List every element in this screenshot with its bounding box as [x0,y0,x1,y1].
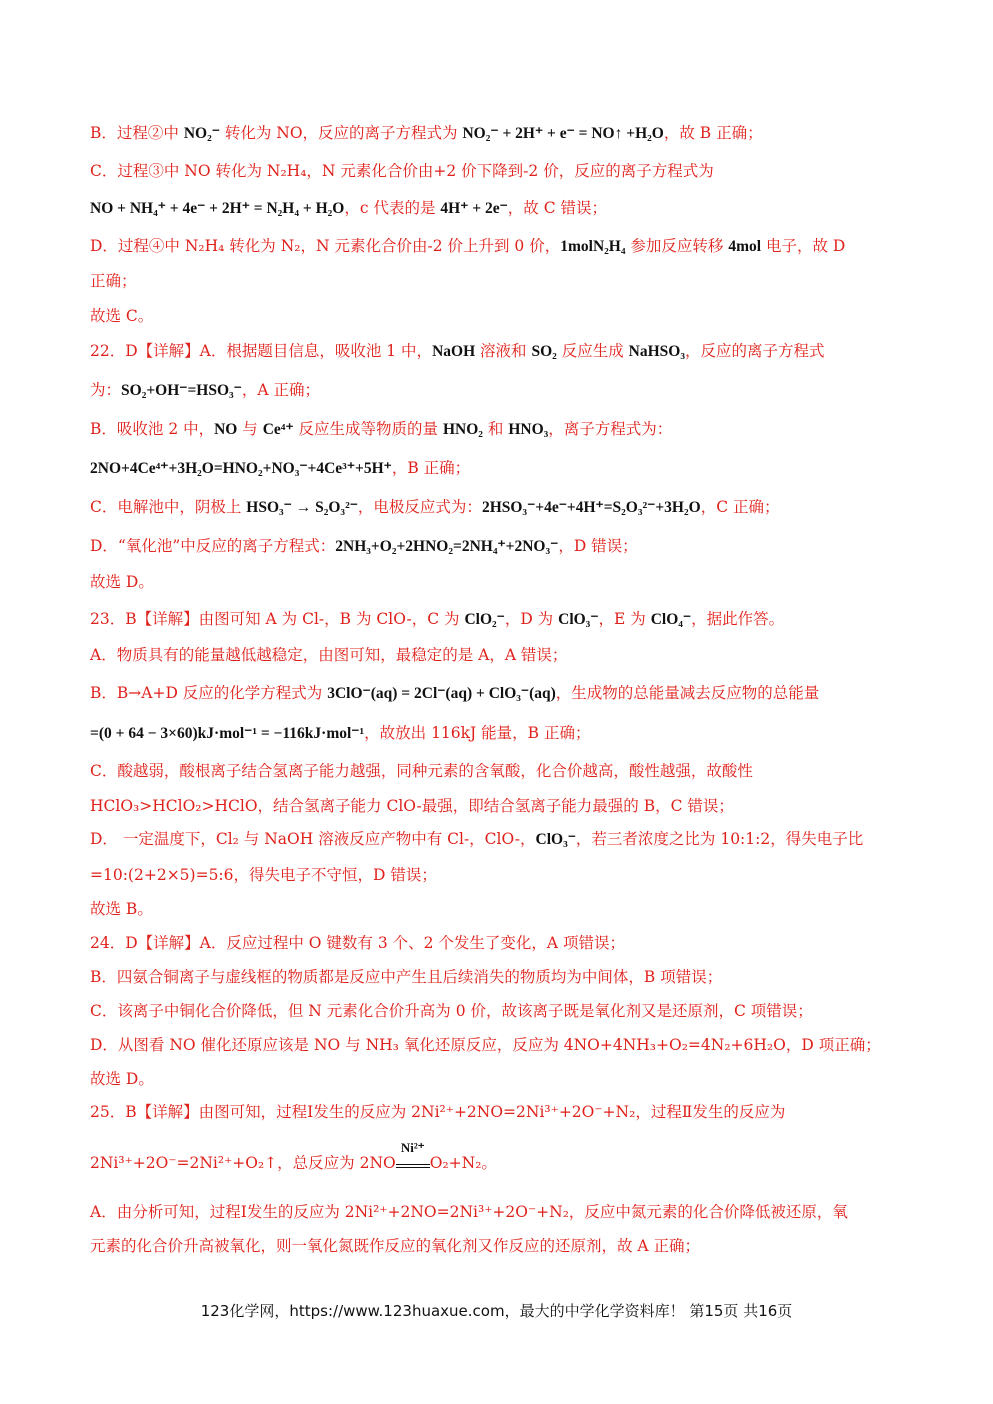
text-segment: C．过程③中 NO 转化为 N₂H₄，N 元素化合价由+2 价下降到-2 价，反应的离子方程式为 [90,162,714,180]
formula: HSO₃⁻ → S₂O₃²⁻ [246,499,358,516]
formula: ClO₄⁻ [650,611,692,628]
text-segment: 正确； [90,272,137,290]
text-line-l1 [90,123,905,144]
text-line-l2 [90,161,905,181]
text-line-l31 [90,1236,905,1256]
text-segment: D．“氧化池”中反应的离子方程式： [90,537,336,555]
text-segment: ，离子方程式为： [548,420,673,438]
text-segment: D．从图看 NO 催化还原应该是 NO 与 NH₃ 氧化还原反应，反应为 4NO+4NH₃+O₂=4N₂+6H₂O，D 项正确； [90,1036,881,1054]
text-segment: D． 一定温度下，Cl₂ 与 NaOH 溶液反应产物中有 Cl-，ClO-， [90,830,536,848]
text-segment: 电子，故 D [761,237,846,255]
formula: 4mol [728,238,762,255]
text-line-l3 [90,198,905,219]
text-segment: ，故 B 正确； [663,124,763,142]
formula: NO₂⁻ [183,125,220,142]
text-segment: 溶液和 [475,342,532,360]
text-segment: A．物质具有的能量越低越稳定，由图可知，最稳定的是 A，A 错误； [90,646,568,664]
text-line-l8 [90,380,905,401]
text-segment: C．酸越弱，酸根离子结合氢离子能力越强，同种元素的含氧酸，化合价越高，酸性越强，故酸性 [90,762,753,780]
text-line-l6 [90,306,905,326]
catalyst-label: Ni²⁺ [400,1140,425,1155]
text-segment: ，B 正确； [391,459,471,477]
formula: NaHSO₃ [628,343,685,360]
text-line-l14 [90,609,905,630]
text-line-l9 [90,419,905,440]
text-segment: ，c 代表的是 [344,199,441,217]
text-segment: 反应生成等物质的量 [293,420,443,438]
formula: 2NO+4Ce⁴⁺+3H₂O=HNO₂+NO₃⁻+4Ce³⁺+5H⁺ [90,460,392,477]
text-segment: 22．D【详解】A．根据题目信息，吸收池 1 中， [90,342,433,360]
formula: ClO₃⁻ [558,611,599,628]
text-segment: 故选 B。 [90,900,153,918]
text-line-l28 [90,1102,905,1122]
text-segment: ，D 错误； [558,537,638,555]
formula: NO [214,421,238,438]
text-line-l12 [90,536,905,557]
text-line-l20 [90,829,905,850]
formula: NO + NH₄⁺ + 4e⁻ + 2H⁺ = N₂H₄ + H₂O [90,200,345,217]
text-segment: 故选 D。 [90,573,154,591]
text-segment: 故选 D。 [90,1070,154,1088]
text-segment: B．过程②中 [90,124,184,142]
formula: HNO₃ [508,421,549,438]
formula: SO₂ [531,343,557,360]
reaction-line-25b [90,1140,905,1173]
text-line-l25 [90,1001,905,1021]
text-segment: D．过程④中 N₂H₄ 转化为 N₂，N 元素化合价由-2 价上升到 0 价， [90,237,561,255]
text-line-l5 [90,271,905,291]
text-segment: ，D 为 [504,610,559,628]
text-segment: =10:(2+2×5)=5:6，得失电子不守恒，D 错误； [90,866,437,884]
text-line-l23 [90,933,905,953]
text-line-l7 [90,341,905,362]
text-segment: 23．B【详解】由图可知 A 为 Cl-，B 为 ClO-，C 为 [90,610,465,628]
text-segment: 故选 C。 [90,307,154,325]
text-segment: ，反应的离子方程式 [685,342,825,360]
text-segment: 24．D【详解】A．反应过程中 O 键数有 3 个、2 个发生了变化，A 项错误； [90,934,626,952]
text-segment: B．四氨合铜离子与虚线框的物质都是反应中产生且后续消失的物质均为中间体，B 项错误； [90,968,723,986]
text-line-l24 [90,967,905,987]
formula: 4H⁺ + 2e⁻ [440,200,508,217]
text-line-l21 [90,865,905,885]
text-line-l16 [90,683,905,704]
text-segment: 元素的化合价升高被氧化，则一氧化氮既作反应的氧化剂又作反应的还原剂，故 A 正确； [90,1237,701,1255]
formula: ClO₃⁻ [535,831,576,848]
text-line-l15 [90,645,905,665]
formula: SO₂+OH⁻=HSO₃⁻ [121,382,242,399]
text-line-l22 [90,899,905,919]
formula: HNO₂ [442,421,483,438]
text-segment: 反应生成 [556,342,629,360]
text-segment: C．该离子中铜化合价降低，但 N 元素化合价升高为 0 价，故该离子既是氧化剂又是还原剂，C 项错误； [90,1002,813,1020]
page-footer: 123化学网，https://www.123huaxue.com，最大的中学化学资料库！ 第15页 共16页 [200,1302,793,1320]
text-segment: A．由分析可知，过程Ⅰ发生的反应为 2Ni²⁺+2NO=2Ni³⁺+2O⁻+N₂，反应中氮元素的化合价降低被还原，氧 [90,1203,848,1221]
text-segment: B．B→A+D 反应的化学方程式为 [90,684,328,702]
text-line-l27 [90,1069,905,1089]
formula: 2NH₃+O₂+2HNO₂=2NH₄⁺+2NO₃⁻ [335,538,559,555]
text-line-l30 [90,1202,905,1222]
text-segment: ，E 为 [598,610,651,628]
text-line-l4 [90,236,905,257]
text-segment: HClO₃>HClO₂>HClO，结合氢离子能力 ClO-最强，即结合氢离子能力最强的 B，C 错误； [90,797,734,815]
formula: 1molN₂H₄ [560,238,626,255]
text-segment: C．电解池中，阴极上 [90,498,247,516]
text-segment: ，故放出 116kJ 能量，B 正确； [364,724,591,742]
text-segment: 与 [237,420,263,438]
text-line-l18 [90,761,905,781]
text-line-l10 [90,458,905,479]
formula: Ce⁴⁺ [262,421,294,438]
formula: NO₂⁻ + 2H⁺ + e⁻ = NO↑ +H₂O [462,125,664,142]
text-line-l19 [90,796,905,816]
formula: NaOH [432,343,476,360]
text-segment: B．吸收池 2 中， [90,420,215,438]
text-segment: 为： [90,381,122,399]
text-line-l26 [90,1035,905,1055]
text-segment: ，C 正确； [700,498,780,516]
formula: =(0 + 64 − 3×60)kJ·mol⁻¹ = −116kJ·mol⁻¹ [90,725,365,742]
text-segment: ，若三者浓度之比为 10:1:2，得失电子比 [575,830,864,848]
text-segment: 参加反应转移 [625,237,729,255]
text-segment: 和 [482,420,509,438]
formula: 3ClO⁻(aq) = 2Cl⁻(aq) + ClO₃⁻(aq) [327,685,556,702]
text-segment: ，电极反应式为： [357,498,482,516]
text-segment: 转化为 NO，反应的离子方程式为 [219,124,463,142]
text-line-l13 [90,572,905,592]
text-segment: 25．B【详解】由图可知，过程Ⅰ发生的反应为 2Ni²⁺+2NO=2Ni³⁺+2O⁻+N₂，过程Ⅱ发生的反应为 [90,1103,786,1121]
text-line-l17 [90,723,905,744]
formula: ClO₂⁻ [464,611,505,628]
text-segment: ，生成物的总能量减去反应物的总能量 [555,684,820,702]
text-segment: ，据此作答。 [691,610,785,628]
text-segment: ，A 正确； [241,381,320,399]
formula: 2HSO₃⁻+4e⁻+4H⁺=S₂O₃²⁻+3H₂O [481,499,701,516]
line-25b-before: 2Ni³⁺+2O⁻=2Ni²⁺+O₂↑，总反应为 2NO [90,1154,396,1172]
catalyst-arrow [396,1140,430,1168]
line-25b-after: O₂+N₂。 [429,1154,497,1172]
text-segment: ，故 C 错误； [507,199,607,217]
text-line-l11 [90,497,905,518]
